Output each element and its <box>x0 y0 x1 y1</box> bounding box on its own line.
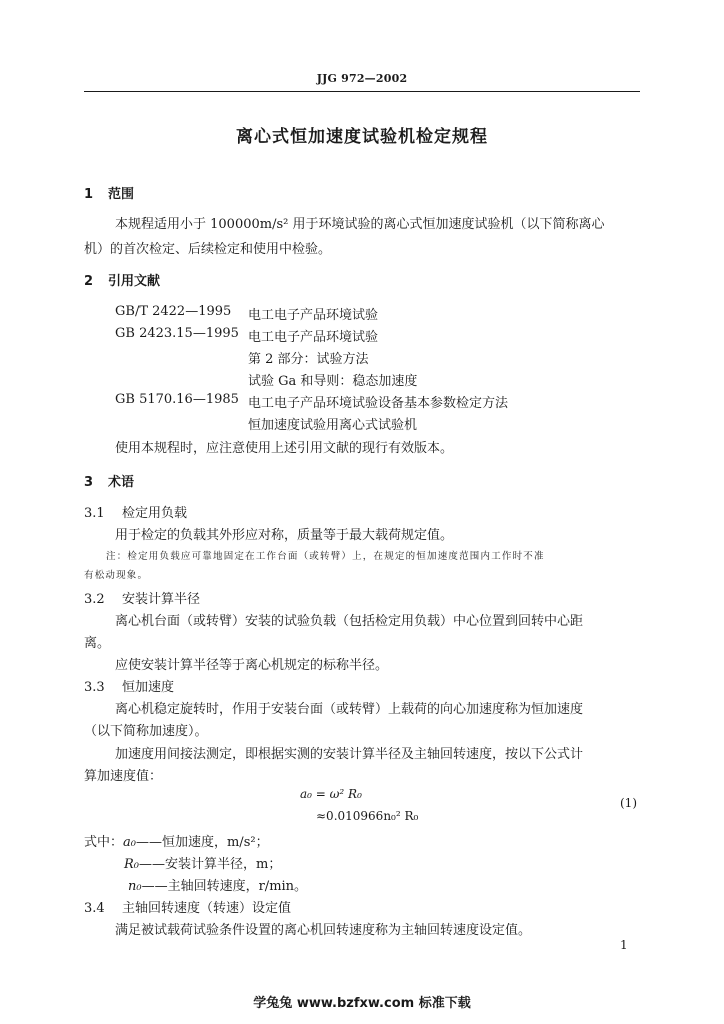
subsection-text-line: 加速度用间接法测定，即根据实测的安装计算半径及主轴回转速度，按以下公式计 <box>115 747 584 762</box>
subsection-3-1-heading <box>84 502 187 521</box>
section-1-heading <box>84 183 134 202</box>
reference-title: 试验 Ga 和导则：稳态加速度 <box>248 374 418 389</box>
where-clause-row <box>124 853 281 872</box>
subsection-text-line: 离心机稳定旋转时，作用于安装台面（或转臂）上载荷的向心加速度称为恒加速度 <box>115 702 584 717</box>
note-line: 注：检定用负载应可靠地固定在工作台面（或转臂）上，在规定的恒加速度范围内工作时不准 <box>106 551 545 562</box>
equation-number: (1) <box>620 796 637 810</box>
reference-code: GB 5170.16—1985 <box>115 392 239 407</box>
reference-title: 电工电子产品环境试验设备基本参数检定方法 <box>248 396 509 411</box>
subsection-3-2-heading <box>84 588 200 607</box>
standard-code-header: JJG 972—2002 <box>316 72 408 85</box>
section-number: 1 <box>84 187 94 202</box>
where-clause-row <box>128 875 307 894</box>
formula-line-1: a₀ = ω² R₀ <box>300 787 362 801</box>
subsection-text-line: 算加速度值： <box>84 769 163 784</box>
reference-code: GB 2423.15—1995 <box>115 326 239 341</box>
note-line: 有松动现象。 <box>84 570 149 581</box>
subsection-number: 3.3 <box>84 680 105 695</box>
where-clause-row <box>84 831 269 850</box>
where-description: ——主轴回转速度，r/min。 <box>141 879 308 894</box>
section-title: 引用文献 <box>108 274 161 289</box>
document-title: 离心式恒加速度试验机检定规程 <box>236 127 488 147</box>
section-1-para-line: 机）的首次检定、后续检定和使用中检验。 <box>84 242 332 257</box>
subsection-title: 主轴回转速度（转速）设定值 <box>122 901 292 916</box>
subsection-3-4-heading <box>84 897 291 916</box>
formula-line-2: ≈0.010966n₀² R₀ <box>316 809 419 823</box>
watermark-footer: 学兔兔 www.bzfxw.com 标准下载 <box>253 996 471 1011</box>
where-symbol: R₀ <box>124 857 139 872</box>
section-1-para-line: 本规程适用小于 100000m/s² 用于环境试验的离心式恒加速度试验机（以下简称离心 <box>115 217 605 232</box>
section-2-heading <box>84 270 160 289</box>
subsection-text-line: 满足被试载荷试验条件设置的离心机回转速度称为主轴回转速度设定值。 <box>115 923 532 938</box>
subsection-text-line: 离。 <box>84 636 111 651</box>
subsection-number: 3.2 <box>84 592 105 607</box>
where-description: ——恒加速度，m/s²； <box>135 835 269 850</box>
where-symbol: a₀ <box>123 835 136 850</box>
subsection-number: 3.4 <box>84 901 105 916</box>
section-number: 3 <box>84 475 94 490</box>
where-prefix: 式中： <box>84 835 124 850</box>
subsection-text-line: 离心机台面（或转臂）安装的试验负载（包括检定用负载）中心位置到回转中心距 <box>115 614 584 629</box>
reference-title: 电工电子产品环境试验 <box>248 308 379 323</box>
subsection-title: 安装计算半径 <box>122 592 201 607</box>
page-number: 1 <box>620 938 628 952</box>
header-rule <box>84 91 640 92</box>
reference-title: 第 2 部分：试验方法 <box>248 352 369 367</box>
section-number: 2 <box>84 274 94 289</box>
subsection-3-3-heading <box>84 676 174 695</box>
subsection-number: 3.1 <box>84 506 105 521</box>
subsection-text-line: （以下简称加速度）。 <box>84 724 208 739</box>
subsection-text-line: 应使安装计算半径等于离心机规定的标称半径。 <box>115 658 389 673</box>
section-title: 范围 <box>108 187 135 202</box>
subsection-title: 检定用负载 <box>122 506 188 521</box>
reference-title: 电工电子产品环境试验 <box>248 330 379 345</box>
subsection-text-line: 用于检定的负载其外形应对称，质量等于最大载荷规定值。 <box>115 528 454 543</box>
section-title: 术语 <box>108 475 135 490</box>
subsection-title: 恒加速度 <box>122 680 175 695</box>
where-symbol: n₀ <box>128 879 142 894</box>
references-closing: 使用本规程时，应注意使用上述引用文献的现行有效版本。 <box>115 441 454 456</box>
where-description: ——安装计算半径，m； <box>139 857 282 872</box>
reference-title: 恒加速度试验用离心式试验机 <box>248 418 418 433</box>
section-3-heading <box>84 471 134 490</box>
reference-code: GB/T 2422—1995 <box>115 304 232 319</box>
